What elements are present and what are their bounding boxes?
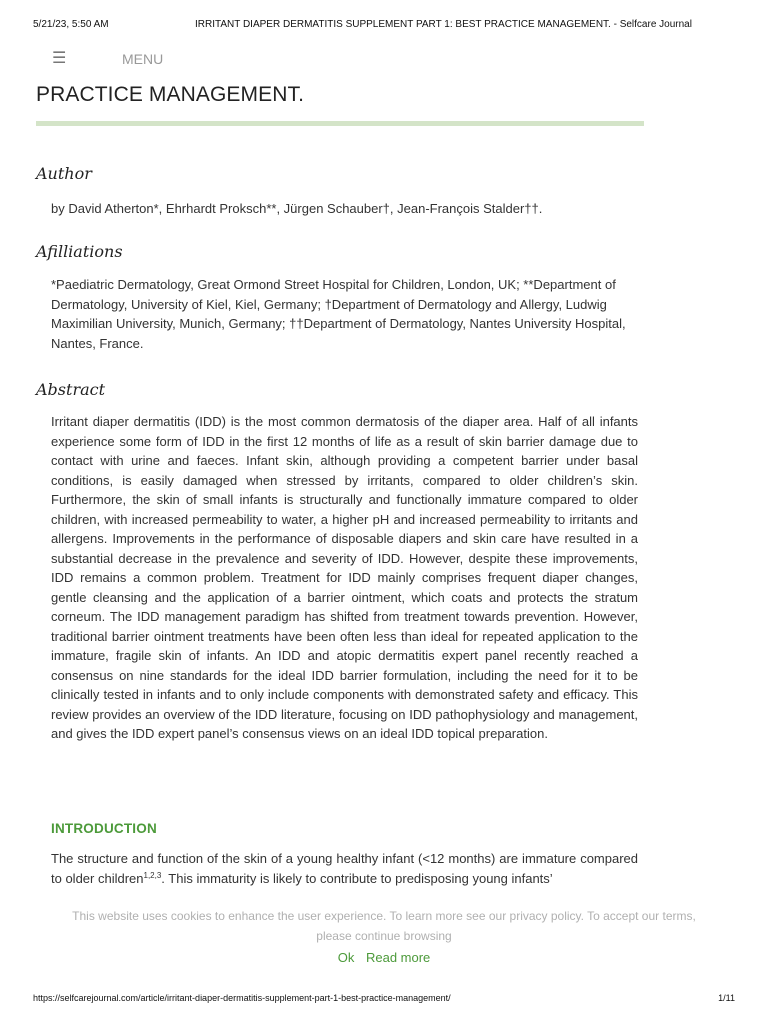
author-list: by David Atherton*, Ehrhardt Proksch**, Jürgen Schauber†, Jean-François Stalder††. [51, 201, 543, 216]
print-date: 5/21/23, 5:50 AM [33, 19, 109, 30]
abstract-text: Irritant diaper dermatitis (IDD) is the most common dermatosis of the diaper area. Half of all infants experience some form of IDD in the first 12 months of life as a result of skin barrier damage due to contact with urine and faeces. Infant skin, although providing a competent barrier under basal conditions, is easily damaged when stressed by irritants, compared to older children’s skin. Furthermore, the skin of small infants is structurally and functionally immature compared to older children, with increased permeability to water, a higher pH and increased permeability to irritants and allergens. Improvements in the performance of disposable diapers and skin care have resulted in a substantial decrease in the prevalence and severity of IDD. However, despite these improvements, IDD remains a common problem. Treatment for IDD mainly comprises frequent diaper changes, gentle cleansing and the application of a barrier ointment, which coats and protects the stratum corneum. The IDD management paradigm has shifted from treatment towards prevention. However, traditional barrier ointment treatments have been often less than ideal for repeated application to the immature, fragile skin of infants. An IDD and atopic dermatitis expert panel recently reached a consensus on nine standards for the ideal IDD barrier formulation, including the need for it to be clinically tested in infants and to only include components with demonstrated safety and efficacy. This review provides an overview of the IDD literature, focusing on IDD pathophysiology and management, and gives the IDD expert panel’s consensus views on an ideal IDD topical preparation. [51, 414, 638, 741]
page-title: PRACTICE MANAGEMENT. [36, 83, 305, 106]
citation-superscript[interactable]: 1,2,3 [143, 870, 162, 880]
author-heading: Author [36, 164, 92, 183]
cookie-ok-button[interactable]: Ok [337, 950, 355, 965]
cookie-actions [0, 950, 768, 965]
print-footer [33, 993, 735, 1007]
print-page-title: IRRITANT DIAPER DERMATITIS SUPPLEMENT PART 1: BEST PRACTICE MANAGEMENT. - Selfcare Journal [195, 19, 692, 30]
cookie-banner [0, 900, 768, 980]
title-divider [36, 121, 644, 126]
hamburger-icon[interactable]: ☰ [52, 50, 67, 67]
cookie-message: This website uses cookies to enhance the user experience. To learn more see our privacy policy. To accept our terms, please continue browsing [72, 909, 696, 943]
print-url: https://selfcarejournal.com/article/irritant-diaper-dermatitis-supplement-part-1-best-practice-management/ [33, 993, 451, 1003]
print-header [33, 19, 735, 33]
intro-text-part: . This immaturity is likely to contribute to predisposing young infants’ [161, 870, 553, 886]
cookie-read-more-link[interactable]: Read more [365, 950, 431, 965]
page-number: 1/11 [718, 993, 735, 1003]
intro-text-part: The structure and function of the skin of a young healthy infant (<12 months) are immature compared to older children [51, 851, 638, 886]
menu-button[interactable]: MENU [122, 51, 164, 67]
introduction-text [51, 849, 638, 888]
introduction-heading: INTRODUCTION [51, 821, 157, 836]
abstract-heading: Abstract [36, 380, 106, 399]
affiliations-heading: Afilliations [36, 242, 123, 261]
affiliations-text: *Paediatric Dermatology, Great Ormond Street Hospital for Children, London, UK; **Department of Dermatology, University of Kiel, Kiel, Germany; †Department of Dermatology and Allergy, Ludwig Maximilian University, Munich, Germany; ††Department of Dermatology, Nantes University Hospital, Nantes, France. [51, 277, 626, 351]
